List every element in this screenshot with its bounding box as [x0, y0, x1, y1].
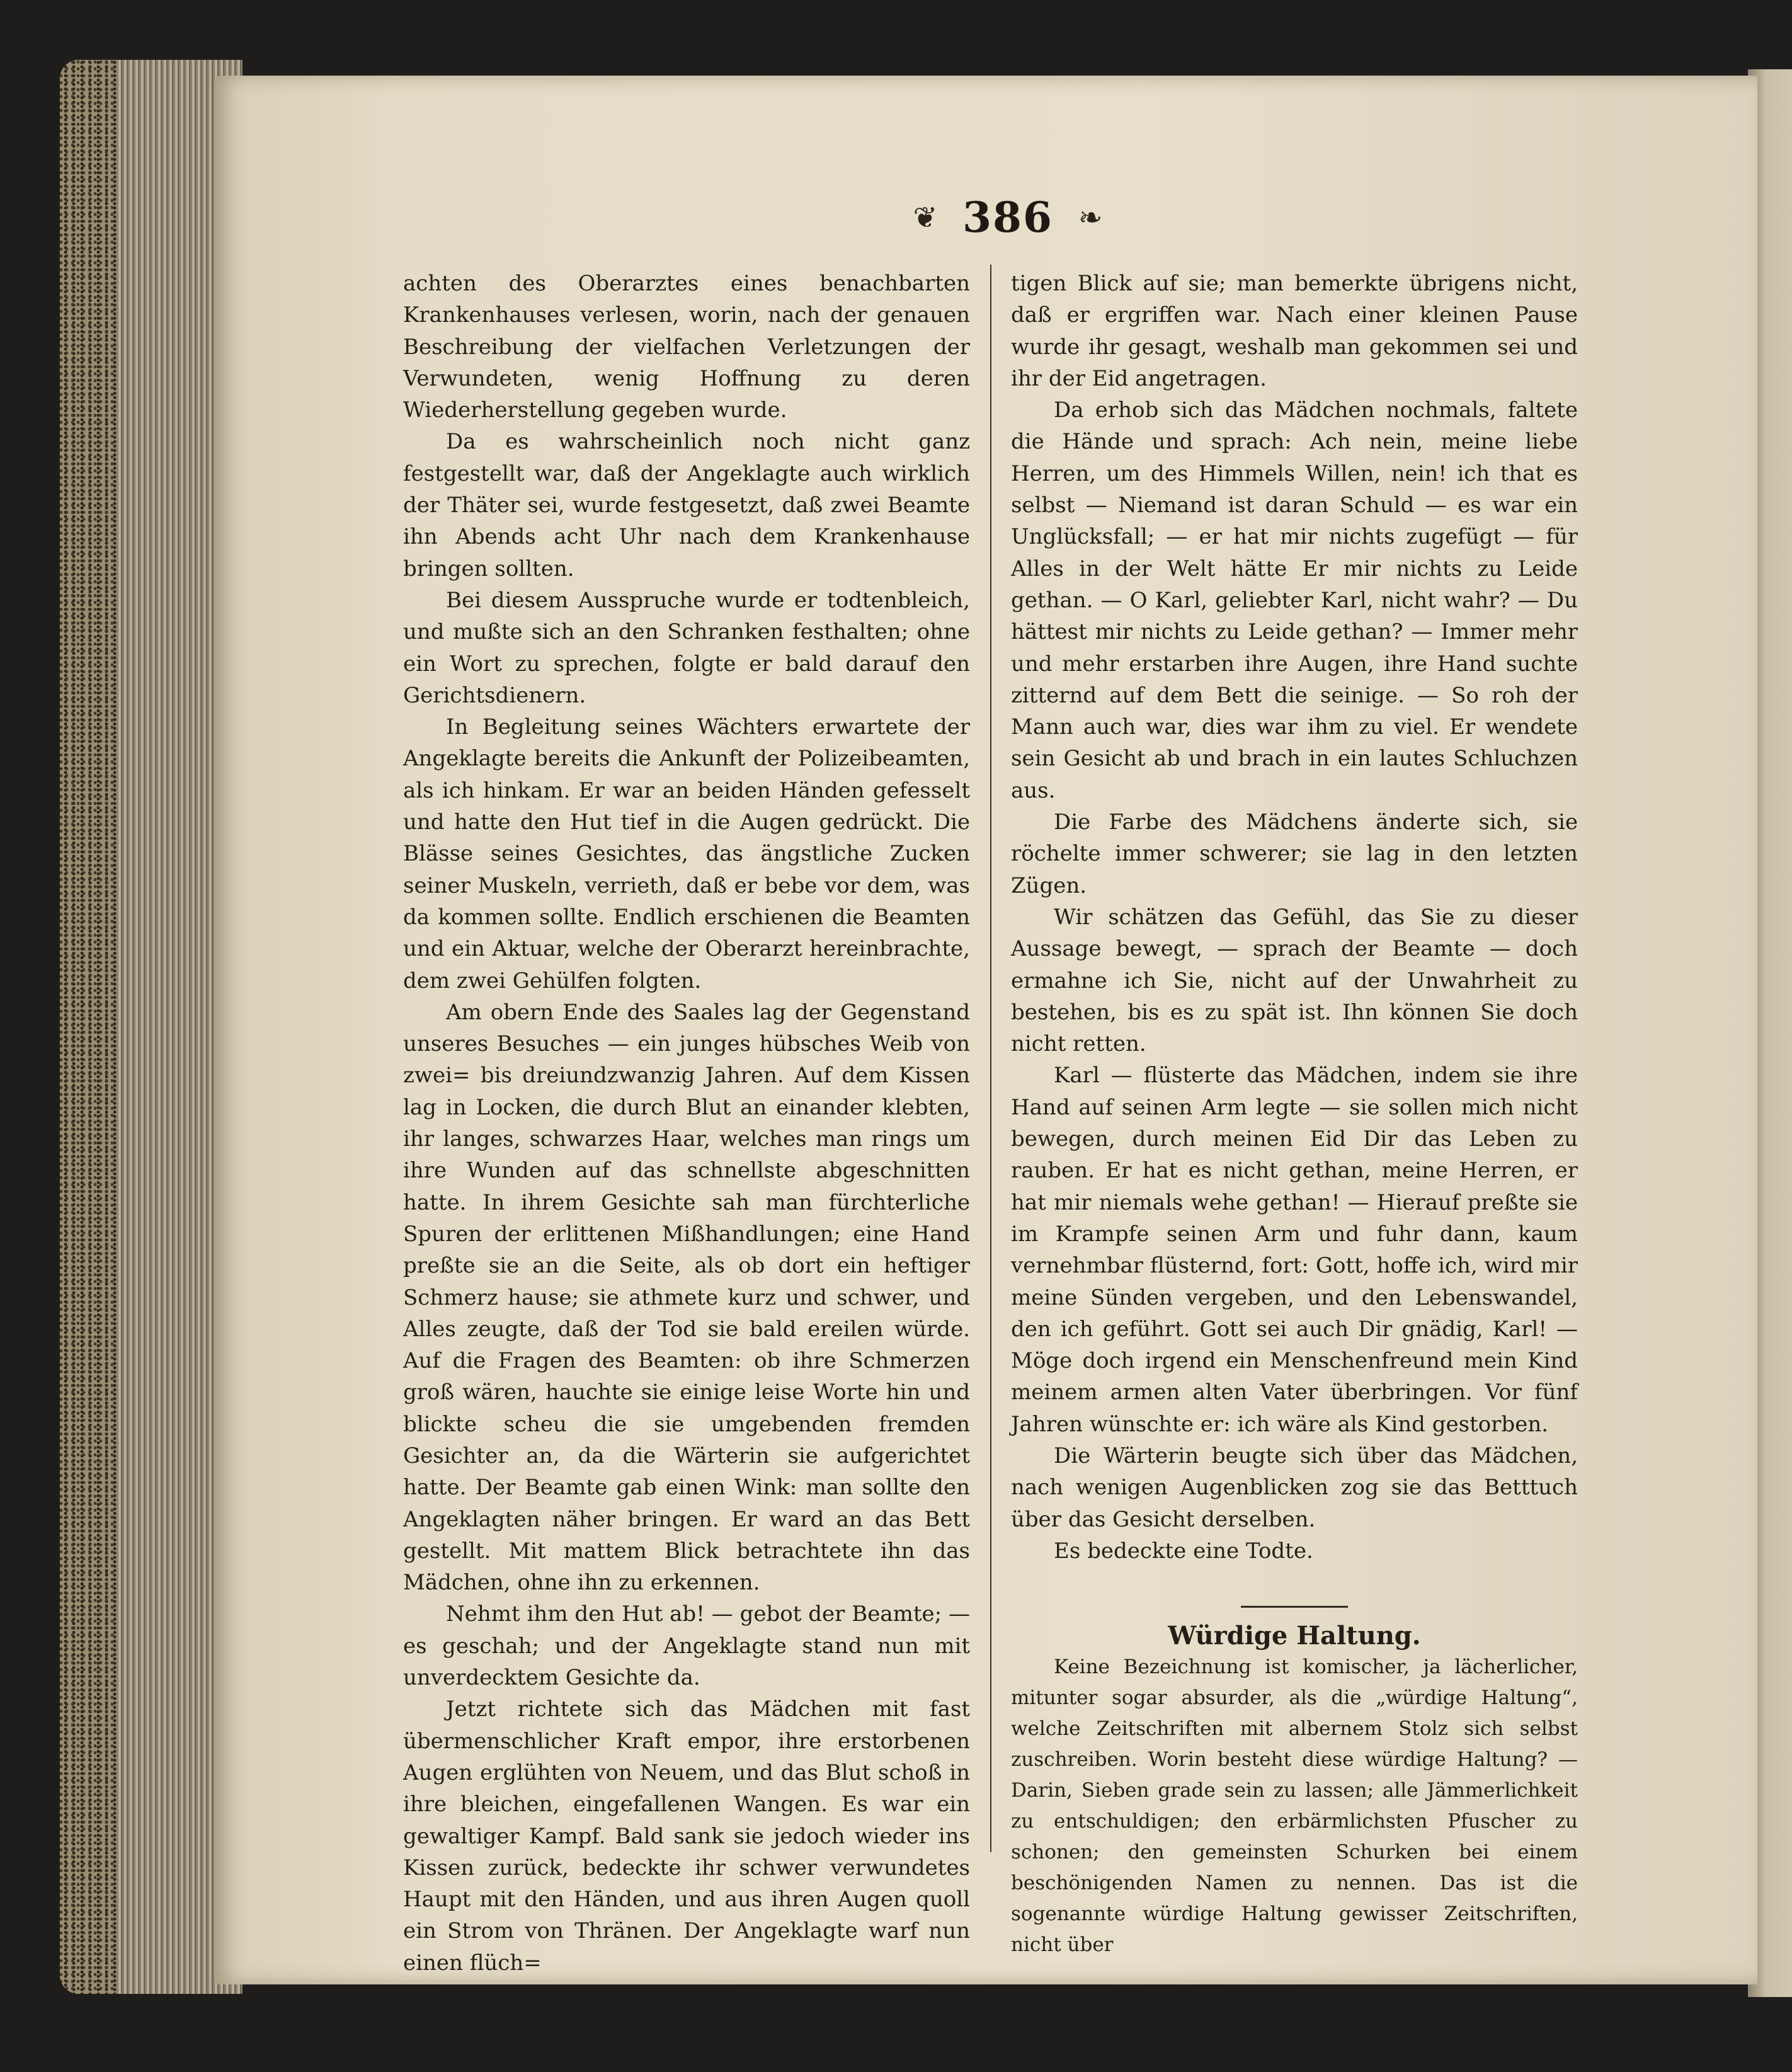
paragraph: tigen Blick auf sie; man bemerkte übrigens nicht, daß er ergriffen war. Nach einer kleinen Pause wurde ihr gesagt, weshalb man gekommen sei und ihr der Eid angetragen.	[1011, 271, 1578, 391]
page-header	[850, 189, 1165, 246]
ornament-right-icon: ❧	[1078, 200, 1103, 234]
paragraph: Da erhob sich das Mädchen nochmals, faltete die Hände und sprach: Ach nein, meine liebe Herren, um des Himmels Willen, nein! ich that es selbst — Niemand ist daran Schuld — es war ein Unglücksfall; — er hat mir nichts zugefügt — für Alles in der Welt hätte Er mir nichts zu Leide gethan. — O Karl, geliebter Karl, nicht wahr? — Du hättest mir nichts zu Leide gethan? — Immer mehr und mehr erstarben ihre Augen, ihre Hand suchte zitternd auf dem Bett die seinige. — So roh der Mann auch war, dies war ihm zu viel. Er wendete sein Gesicht ab und brach in ein lautes Schluchzen aus.	[1011, 398, 1578, 803]
page-number: 386	[962, 193, 1053, 242]
section-title: Würdige Haltung.	[1168, 1621, 1421, 1651]
paragraph: Am obern Ende des Saales lag der Gegenstand unseres Besuches — ein junges hübsches Weib von zwei= bis dreiundzwanzig Jahren. Auf dem Kissen lag in Locken, die durch Blut an einander klebten, ihr langes, schwarzes Haar, welches man rings um ihre Wunden auf das schnellste abgeschnitten hatte. In ihrem Gesichte sah man fürchterliche Spuren der erlittenen Mißhandlungen; eine Hand preßte sie an die Seite, als ob dort ein heftiger Schmerz hause; sie athmete kurz und schwer, und Alles zeugte, daß der Tod sie bald ereilen würde. Auf die Fragen des Beamten: ob ihre Schmerzen groß wären, hauchte sie einige leise Worte hin und blickte scheu die sie umgebenden fremden Gesichter an, da die Wärterin sie aufgerichtet hatte. Der Beamte gab einen Wink: man sollte den Angeklagten näher bringen. Er ward an das Bett gestellt. Mit mattem Blick betrachtete ihn das Mädchen, ohne ihn zu erkennen.	[403, 999, 970, 1596]
section-body	[1011, 1652, 1578, 1960]
paragraph: Die Wärterin beugte sich über das Mädchen, nach wenigen Augenblicken zog sie das Betttuch über das Gesicht derselben.	[1011, 1443, 1578, 1532]
left-column	[403, 268, 970, 1979]
paragraph: Bei diesem Ausspruche wurde er todtenbleich, und mußte sich an den Schranken festhalten; ohne ein Wort zu sprechen, folgte er bald darauf den Gerichtsdienern.	[403, 587, 970, 708]
paragraph: Keine Bezeichnung ist komischer, ja lächerlicher, mitunter sogar absurder, als die „würdige Haltung“, welche Zeitschriften mit albernem Stolz sich selbst zuschreiben. Worin besteht diese würdige Haltung? — Darin, Sieben grade sein zu lassen; alle Jämmerlichkeit zu entschuldigen; den erbärmlichsten Pfuscher zu schonen; den gemeinsten Schurken bei einem beschönigenden Namen zu nennen. Das ist die sogenannte würdige Haltung gewisser Zeitschriften, nicht über	[1011, 1656, 1578, 1957]
paragraph: Da es wahrscheinlich noch nicht ganz festgestellt war, daß der Angeklagte auch wirklich der Thäter sei, wurde festgesetzt, daß zwei Beamte ihn Abends acht Uhr nach dem Krankenhause bringen sollten.	[403, 429, 970, 581]
paragraph: In Begleitung seines Wächters erwartete der Angeklagte bereits die Ankunft der Polizeibeamten, als ich hinkam. Er war an beiden Händen gefesselt und hatte den Hut tief in die Augen gedrückt. Die Blässe seines Gesichtes, das ängstliche Zucken seiner Muskeln, verrieth, daß er bebe vor dem, was da kommen sollte. Endlich erschienen die Beamten und ein Aktuar, welche der Oberarzt hereinbrachte, dem zwei Gehülfen folgten.	[403, 714, 970, 993]
paragraph: Jetzt richtete sich das Mädchen mit fast übermenschlicher Kraft empor, ihre erstorbenen Augen erglühten von Neuem, und das Blut schoß in ihre bleichen, eingefallenen Wangen. Es war ein gewaltiger Kampf. Bald sank sie jedoch wieder ins Kissen zurück, bedeckte ihr schwer verwundetes Haupt mit den Händen, und aus ihren Augen quoll ein Strom von Thränen. Der Angeklagte warf nun einen flüch=	[403, 1697, 970, 1976]
ornament-left-icon: ❦	[913, 200, 938, 234]
paragraph: Wir schätzen das Gefühl, das Sie zu dieser Aussage bewegt, — sprach der Beamte — doch ermahne ich Sie, nicht auf der Unwahrheit zu bestehen, bis es zu spät ist. Ihn können Sie doch nicht retten.	[1011, 904, 1578, 1057]
paragraph: Karl — flüsterte das Mädchen, indem sie ihre Hand auf seinen Arm legte — sie sollen mich nicht bewegen, durch meinen Eid Dir das Leben zu rauben. Er hat es nicht gethan, meine Herren, er hat mir niemals wehe gethan! — Hierauf preßte sie im Krampfe seinen Arm und fuhr dann, kaum vernehmbar flüsternd, fort: Gott, hoffe ich, wird mir meine Sünden vergeben, und den Lebenswandel, den ich geführt. Gott sei auch Dir gnädig, Karl! — Möge doch irgend ein Menschenfreund mein Kind meinem armen alten Vater überbringen. Vor fünf Jahren wünschte er: ich wäre als Kind gestorben.	[1011, 1063, 1578, 1437]
paragraph: Die Farbe des Mädchens änderte sich, sie röchelte immer schwerer; sie lag in den letzten Zügen.	[1011, 810, 1578, 898]
paragraph: achten des Oberarztes eines benachbarten Krankenhauses verlesen, worin, nach der genauen Beschreibung der vielfachen Verletzungen der Verwundeten, wenig Hoffnung zu deren Wiederherstellung gegeben wurde.	[403, 271, 970, 423]
paragraph: Es bedeckte eine Todte.	[1054, 1538, 1313, 1564]
section-separator	[1241, 1606, 1348, 1608]
marbled-cover	[60, 60, 117, 1994]
right-column	[1011, 268, 1578, 1960]
paragraph: Nehmt ihm den Hut ab! — gebot der Beamte; — es geschah; und der Angeklagte stand nun mit unverdecktem Gesichte da.	[403, 1601, 970, 1691]
column-divider	[990, 265, 991, 1852]
